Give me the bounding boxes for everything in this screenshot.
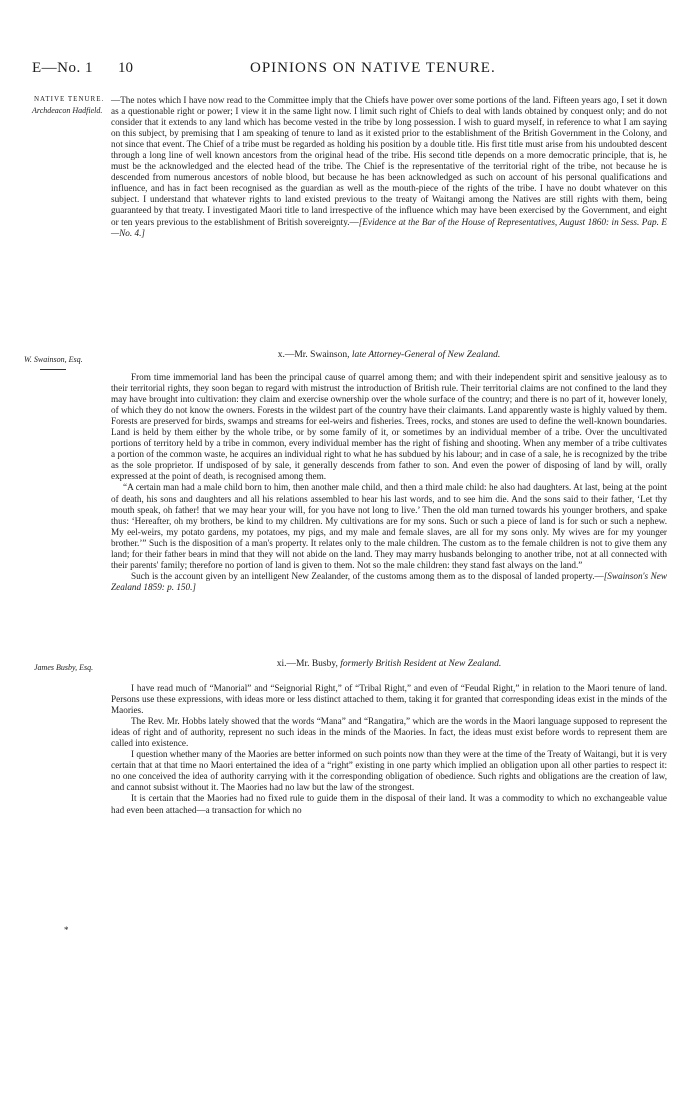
page-header xyxy=(0,56,700,82)
busby-paragraph-3: I question whether many of the Maories are better informed on such points now than they were at the time of the Treaty of Waitangi, but it is very certain that at that time no Maori entertained the idea of a “right” existing in one party which implied an obligation upon all other parties to respect it: no one conceived the idea of authority carrying with it the corresponding obligation of obedience. Such rights and obligations are the creation of law, and cannot subsist without it. The Maories had no law but the law of the strongest. xyxy=(111,749,667,793)
margin-note-swainson: W. Swainson, Esq. xyxy=(24,355,83,364)
busby-paragraph-1: I have read much of “Manorial” and “Seignorial Right,” of “Tribal Right,” and even of “Feudal Right,” in relation to the Maori tenure of land. Persons use these expressions, with ideas more or less distinct attached to them, taking it for granted that corresponding ideas exist in the minds of the Maories. xyxy=(111,683,667,716)
busby-extract xyxy=(111,683,667,816)
page-number: 10 xyxy=(118,60,133,76)
margin-rule xyxy=(40,369,66,370)
margin-note-hadfield: Archdeacon Hadfield. xyxy=(32,106,103,115)
section-heading-busby xyxy=(111,659,667,669)
swainson-citation: [Swainson's New Zealand 1859: p. 150.] xyxy=(111,570,667,592)
hadfield-extract xyxy=(111,95,667,239)
hadfield-citation: [Evidence at the Bar of the House of Representatives, August 1860: in Sess. Pap. E—No. 4.] xyxy=(111,216,667,238)
swainson-quote: “A certain man had a male child born to him, then another male child, and then a third male child: he also had daughters. At last, being at the point of death, his sons and daughters and all his relations assembled to hear his last words, and to see him die. And the sons said to their father, ‘Let thy mouth speak, oh father! that we may hear your will, for you have not long to live.’ Then the old man turned towards his younger brothers, and spake thus: ‘Hereafter, oh my brothers, be kind to my children. My cultivations are for my sons. Such or such a piece of land is for such or such a nephew. My eel-weirs, my potato gardens, my potatoes, my pigs, and my male and female slaves, are all for my sons only. My wives are for my younger brother.’” Such is the disposition of a man's property. It relates only to the male children. The custom as to the female children is not to give them any land; for their father bears in mind that they will not abide on the land. They may marry husbands belonging to another tribe, not at all connected with their parents' family; therefore no portion of land is given to them. Not so the male children: they stand fast always on the land.” xyxy=(111,482,667,570)
section-heading-swainson xyxy=(111,350,667,360)
hadfield-paragraph xyxy=(111,95,667,239)
hadfield-text: —The notes which I have now read to the Committee imply that the Chiefs have power over some portions of the land. Fifteen years ago, I set it down as a questionable right or power; I view it in the same light now. I limit such right of Chiefs to deal with lands obtained by conquest only; and do not consider that it extends to any land which has become vested in the tribe by long possession. I wish to guard myself, in reference to what I am saying on this subject, by premising that I am speaking of tenure to land as it existed prior to the establishment of the British Government in the Colony, and not since that event. The Chief of a tribe must be regarded as holding his position by a double title. His first title must arise from his undoubted descent through a long line of well known ancestors from the original head of the tribe. His second title depends on a more democratic principle, that is, he must be the acknowledged and the elected head of the tribe. The Chief is the representative of the territorial right of the tribe, not because he is descended from numerous ancestors of noble blood, but because he has been acknowledged as such on account of his personal qualifications and influence, and has in fact been recognised as the guardian as well as the mouth-piece of the rights of the tribe. I have no doubt whatever on this subject. I understand that whatever rights to land existed previous to the treaty of Waitangi among the Natives are still rights with them, being guaranteed by that treaty. I investigated Maori title to land irrespective of the influence which may have been exercised by the Government, and eight or ten years previous to the establishment of British sovereignty.— xyxy=(111,95,667,227)
swainson-extract xyxy=(111,372,667,593)
margin-note-busby: James Busby, Esq. xyxy=(34,663,94,672)
swainson-closing-paragraph xyxy=(111,571,667,593)
busby-paragraph-2: The Rev. Mr. Hobbs lately showed that the words “Mana” and “Rangatira,” which are the words in the Maori language supposed to represent the ideas of right and of authority, represent no such ideas in the minds of the Maories. In fact, the ideas must exist before words to represent them are called into existence. xyxy=(111,716,667,749)
swainson-paragraph: From time immemorial land has been the principal cause of quarrel among them; and with their independent spirit and sensitive jealousy as to their territorial rights, they soon began to regard with mistrust the introduction of British rule. Their territorial claims are not confined to the land they may have brought into cultivation: they claim and exercise ownership over the whole surface of the country; and there is no part of it, however lonely, of which they do not know the owners. Forests in the wildest part of the country have their claimants. Land apparently waste is highly valued by them. Forests are preserved for birds, swamps and streams for eel-weirs and fisheries. Trees, rocks, and stones are used to define the well-known boundaries. Land is held by them either by the whole tribe, or by some family of it, or sometimes by an individual member of a tribe. Over the uncultivated portions of territory held by a tribe in common, every individual member has the right of fishing and shooting. When any member of a tribe cultivates a portion of the common waste, he acquires an individual right to what he has subdued by his labour; and in case of a sale, he is recognized by the tribe as the sole proprietor. If undisposed of by sale, it generally descends from father to son. And even the power of disposing of land by will, orally expressed at the point of death, is recognised among them. xyxy=(111,372,667,482)
paper-reference: E—No. 1 xyxy=(32,60,93,76)
swainson-heading-title: late Attorney-General of New Zealand. xyxy=(351,350,501,360)
margin-section-tag: NATIVE TENURE. xyxy=(34,95,105,103)
swainson-heading-name: x.—Mr. Swainson, xyxy=(277,350,352,360)
busby-heading-title: formerly British Resident at New Zealand. xyxy=(340,659,502,669)
margin-asterisk: * xyxy=(64,925,69,935)
busby-heading-name: xi.—Mr. Busby, xyxy=(276,659,341,669)
swainson-closing-text: Such is the account given by an intelligent New Zealander, of the customs among them as to the disposal of landed property.— xyxy=(131,570,604,581)
busby-paragraph-4: It is certain that the Maories had no fixed rule to guide them in the disposal of their land. It was a commodity to which no exchangeable value had even been attached—a transaction for which no xyxy=(111,793,667,815)
running-title: OPINIONS ON NATIVE TENURE. xyxy=(250,60,496,76)
